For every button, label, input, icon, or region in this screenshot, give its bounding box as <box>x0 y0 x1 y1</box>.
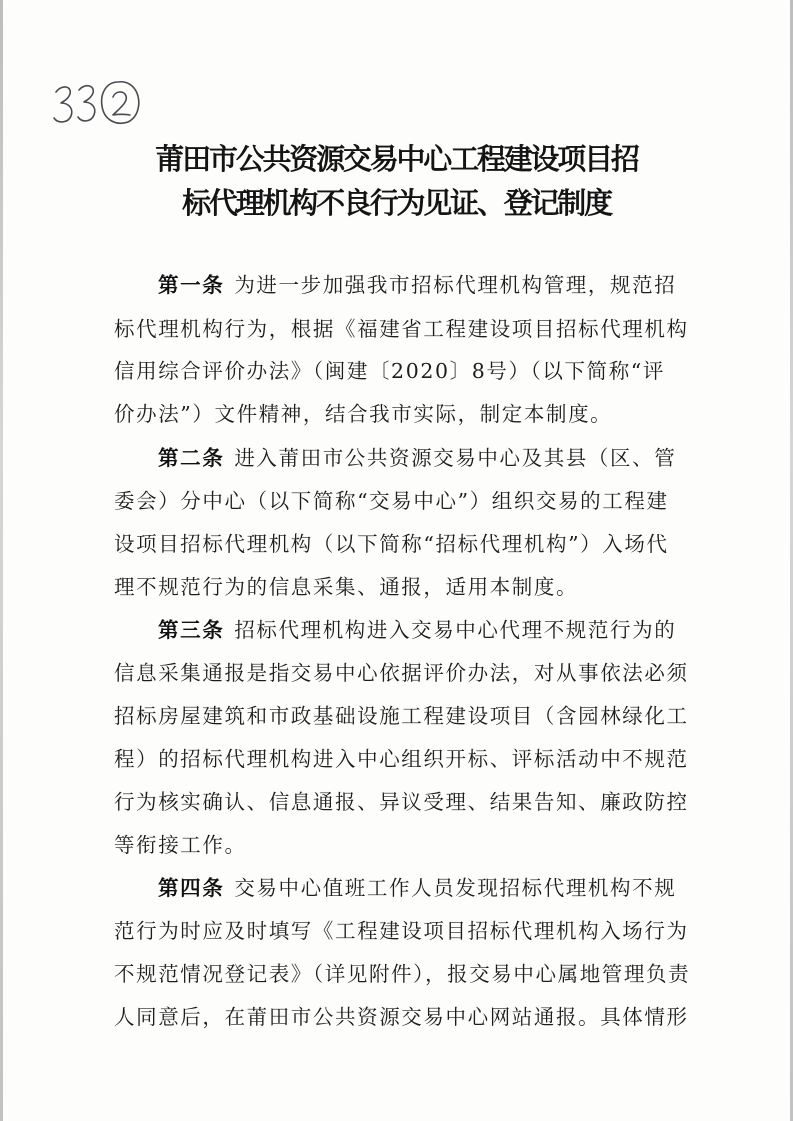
article-4-label: 第四条 <box>158 876 225 900</box>
article-3-text-line-6: 等衔接工作。 <box>114 833 247 857</box>
article-3-label: 第三条 <box>158 618 225 642</box>
article-3-text-line-4: 程）的招标代理机构进入中心组织开标、评标活动中不规范 <box>114 747 689 771</box>
article-3-text-line-2: 信息采集通报是指交易中心依据评价办法，对从事依法必须 <box>114 661 689 685</box>
article-1-text-line-2: 标代理机构行为，根据《福建省工程建设项目招标代理机构 <box>114 317 689 341</box>
article-2-label: 第二条 <box>158 446 225 470</box>
article-4-text-line-4: 人同意后，在莆田市公共资源交易中心网站通报。具体情形 <box>114 1005 689 1029</box>
article-3-text-line-3: 招标房屋建筑和市政基础设施工程建设项目（含园林绿化工 <box>114 704 689 728</box>
article-2-text-line-1: 进入莆田市公共资源交易中心及其县（区、管 <box>234 446 677 470</box>
document-title-line-1: 莆田市公共资源交易中心工程建设项目招 <box>155 142 638 176</box>
article-2-text-line-2: 委会）分中心（以下简称“交易中心”）组织交易的工程建 <box>114 489 669 513</box>
document-title-line-2: 标代理机构不良行为见证、登记制度 <box>182 186 611 220</box>
article-2-text-line-4: 理不规范行为的信息采集、通报，适用本制度。 <box>114 575 579 599</box>
article-2-first-line <box>158 441 676 471</box>
handwritten-page-mark <box>52 78 142 130</box>
article-1-text-line-4: 价办法”）文件精神，结合我市实际，制定本制度。 <box>114 402 613 426</box>
article-1-first-line <box>158 268 676 298</box>
article-4-first-line <box>158 871 676 901</box>
article-4-text-line-3: 不规范情况登记表》（详见附件），报交易中心属地管理负责 <box>114 962 691 986</box>
article-3-text-line-1: 招标代理机构进入交易中心代理不规范行为的 <box>234 618 677 642</box>
article-3-first-line <box>158 613 676 643</box>
article-1-text-line-1: 为进一步加强我市招标代理机构管理，规范招 <box>234 273 677 297</box>
article-4-text-line-2: 范行为时应及时填写《工程建设项目招标代理机构入场行为 <box>114 919 689 943</box>
article-1-label: 第一条 <box>158 273 225 297</box>
article-2-text-line-3: 设项目招标代理机构（以下简称“招标代理机构”）入场代 <box>114 532 669 556</box>
article-4-text-line-1: 交易中心值班工作人员发现招标代理机构不规 <box>234 876 677 900</box>
article-1-text-line-3: 信用综合评价办法》（闽建〔2020〕8号）（以下简称“评 <box>114 359 665 383</box>
article-3-text-line-5: 行为核实确认、信息通报、异议受理、结果告知、廉政防控 <box>114 790 689 814</box>
